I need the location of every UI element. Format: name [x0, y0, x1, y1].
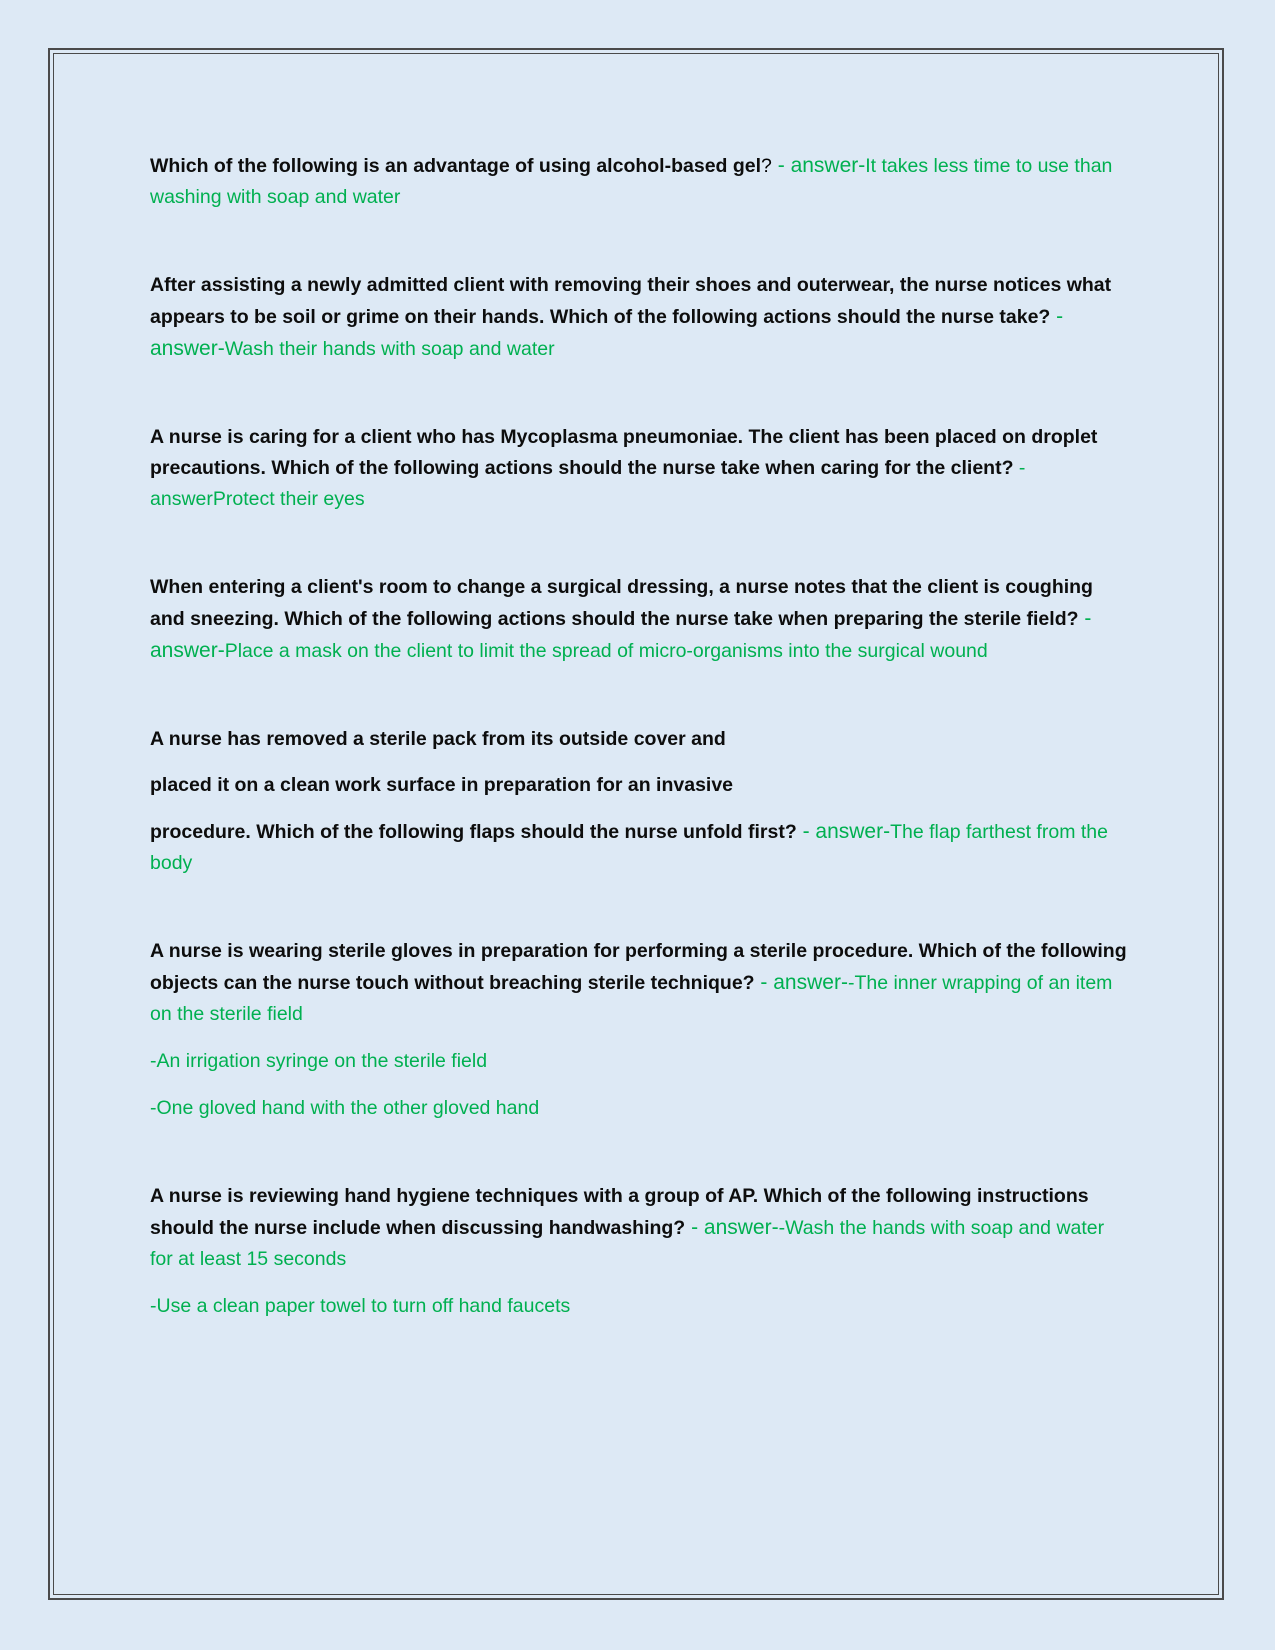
answer-7-lead: - answer-	[685, 1216, 779, 1239]
answer-6-extra-2: -One gloved hand with the other gloved hand	[150, 1097, 540, 1119]
question-1: Which of the following is an advantage of using alcohol-based gel	[150, 155, 762, 177]
answer-4-text: Place a mask on the client to limit the spread of micro-organisms into the surgical wound	[224, 640, 988, 662]
answer-4-lead: - answer-	[150, 607, 1092, 662]
answer-1-lead: - answer-	[771, 154, 866, 177]
answer-1-text: It takes less time to use than washing with soap and water	[150, 155, 1113, 208]
qa-item-2	[150, 270, 1130, 365]
answer-6-extra-1: -An irrigation syringe on the sterile field	[150, 1050, 488, 1072]
qa-item-6	[150, 936, 1130, 1030]
answer-5-lead: - answer-	[796, 820, 891, 843]
question-3: A nurse is caring for a client who has Mycoplasma pneumoniae. The client has been placed on droplet precautions. Which of the following actions should the nurse take when caring for the client?	[150, 426, 1098, 479]
answer-5-text: The flap farthest from the body	[150, 821, 1108, 874]
answer-2-text: Wash their hands with soap and water	[224, 338, 555, 360]
question-2: After assisting a newly admitted client with removing their shoes and outerwear, the nurse notices what appears to be soil or grime on their hands. Which of the following actions should the nurse take?	[150, 274, 1112, 328]
answer-7-extra-1: -Use a clean paper towel to turn off hand faucets	[150, 1295, 571, 1317]
question-7: A nurse is reviewing hand hygiene techniques with a group of AP. Which of the following instructions should the nurse include when discussing handwashing?	[150, 1185, 1089, 1239]
qa-item-7	[150, 1181, 1130, 1275]
qa-item-1	[150, 150, 1130, 213]
answer-7-text: -Wash the hands with soap and water for at least 15 seconds	[150, 1217, 1105, 1270]
qa-item-4	[150, 572, 1130, 667]
question-5-line-1: A nurse has removed a sterile pack from its outside cover and	[150, 728, 726, 750]
answer-3-text: answerProtect their eyes	[150, 488, 365, 510]
question-5-line-2: placed it on a clean work surface in preparation for an invasive	[150, 774, 734, 796]
question-5: procedure. Which of the following flaps should the nurse unfold first?	[150, 821, 797, 843]
qa-item-3	[150, 422, 1130, 515]
question-6: A nurse is wearing sterile gloves in preparation for performing a sterile procedure. Which of the following objects can the nurse touch without breaching sterile technique?	[150, 940, 1127, 994]
question-4: When entering a client's room to change a surgical dressing, a nurse notes that the client is coughing and sneezing. Which of the following actions should the nurse take when preparing the sterile field?	[150, 576, 1093, 630]
answer-6-text: -The inner wrapping of an item on the sterile field	[150, 972, 1113, 1025]
answer-3-lead: -	[1013, 457, 1026, 479]
answer-6-lead: - answer-	[754, 971, 848, 994]
document-content	[150, 150, 1130, 1322]
question-1-tail: ?	[761, 155, 772, 177]
answer-2-lead: - answer-	[150, 305, 1064, 360]
qa-item-5	[150, 816, 1130, 879]
